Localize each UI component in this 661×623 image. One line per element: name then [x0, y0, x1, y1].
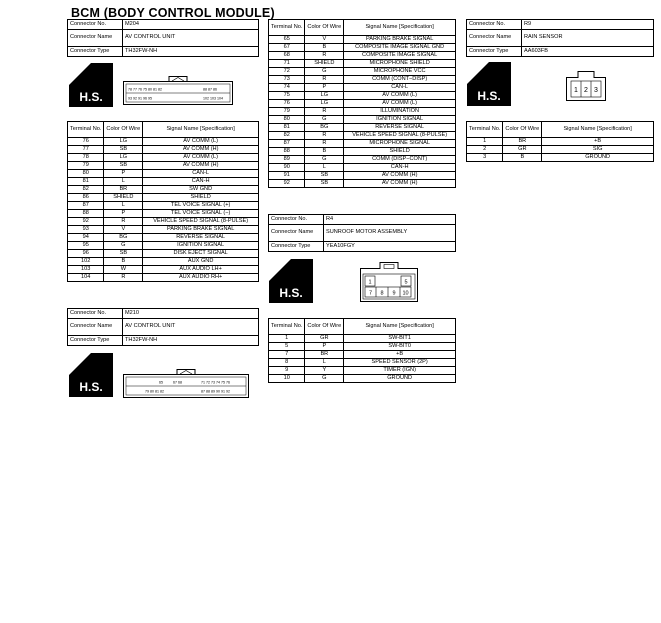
terminal-cell: 79 — [68, 162, 104, 170]
signal-cell: AUX AUDIO LH+ — [143, 266, 259, 274]
pins-bottom: 93 92 91 96 95 — [128, 96, 152, 101]
connector-name-label: Connector Name — [269, 225, 324, 242]
signal-cell: GROUND — [542, 154, 654, 162]
table-row — [269, 68, 456, 76]
color-cell: G — [305, 375, 344, 383]
table-row — [269, 335, 456, 343]
color-cell: R — [305, 108, 344, 116]
r4-info-table — [268, 214, 456, 252]
table-row — [68, 194, 259, 202]
pin-10: 10 — [402, 290, 409, 297]
connector-no-label: Connector No. — [269, 215, 324, 225]
table-row — [68, 210, 259, 218]
table-row — [269, 180, 456, 188]
color-cell: LG — [104, 154, 143, 162]
terminal-cell: 76 — [269, 100, 305, 108]
color-cell: V — [305, 36, 344, 44]
color-cell: LG — [305, 92, 344, 100]
signal-cell: SW GND — [143, 186, 259, 194]
terminal-cell: 89 — [269, 156, 305, 164]
connector-type-value: YEA10FGY — [324, 242, 456, 252]
table-row — [467, 138, 654, 146]
table-row — [269, 156, 456, 164]
signal-cell: MICROPHONE SIGNAL — [344, 140, 456, 148]
terminal-cell: 81 — [68, 178, 104, 186]
table-row — [68, 202, 259, 210]
r9-connector-face — [566, 71, 606, 101]
page-title: BCM (BODY CONTROL MODULE) — [71, 6, 275, 20]
terminal-cell: 77 — [68, 146, 104, 154]
signal-cell: SW-BIT1 — [344, 335, 456, 343]
color-cell: W — [104, 266, 143, 274]
color-header: Color Of Wire — [305, 319, 344, 335]
signal-cell: +B — [344, 351, 456, 359]
hs-label: H.S. — [79, 380, 103, 394]
table-row — [269, 359, 456, 367]
connector-no-value: M204 — [123, 20, 259, 30]
pins-bottom-right: 102 103 104 — [203, 96, 223, 101]
terminal-cell: 2 — [467, 146, 503, 154]
connector-type-value: TH32FW-NH — [123, 47, 259, 57]
r9-info-table — [466, 19, 654, 57]
signal-cell: VEHICLE SPEED SIGNAL (8-PULSE) — [344, 132, 456, 140]
connector-no-label: Connector No. — [68, 20, 123, 30]
pins-top-3: 71 72 73 74 75 76 — [201, 380, 230, 385]
terminal-cell: 81 — [269, 124, 305, 132]
terminal-header: Terminal No. — [467, 122, 503, 138]
table-row — [269, 172, 456, 180]
color-cell: L — [104, 178, 143, 186]
terminal-cell: 65 — [269, 36, 305, 44]
color-cell: BG — [305, 124, 344, 132]
table-row — [269, 132, 456, 140]
terminal-cell: 96 — [68, 250, 104, 258]
connector-name-label: Connector Name — [68, 30, 123, 47]
color-header: Color Of Wire — [503, 122, 542, 138]
signal-cell: MICROPHONE VCC — [344, 68, 456, 76]
pins-top: 78 77 76 75 80 81 82 — [128, 87, 162, 92]
pin-2: 2 — [584, 87, 588, 94]
pin-1: 1 — [574, 87, 578, 94]
terminal-cell: 87 — [68, 202, 104, 210]
pin-9: 9 — [392, 290, 396, 297]
signal-cell: DISK EJECT SIGNAL — [143, 250, 259, 258]
table-row — [269, 92, 456, 100]
signal-cell: COMPOSITE IMAGE SIGNAL — [344, 52, 456, 60]
color-cell: Y — [305, 367, 344, 375]
connector-no-value: R9 — [522, 20, 654, 30]
color-cell: R — [104, 274, 143, 282]
terminal-cell: 5 — [269, 343, 305, 351]
color-header: Color Of Wire — [305, 20, 344, 36]
color-cell: BR — [305, 351, 344, 359]
connector-name-value: SUNROOF MOTOR ASSEMBLY — [324, 225, 456, 242]
table-row — [68, 162, 259, 170]
table-row — [269, 375, 456, 383]
terminal-cell: 92 — [68, 218, 104, 226]
r4-terminal-table — [268, 318, 456, 383]
terminal-cell: 94 — [68, 234, 104, 242]
signal-cell: CAN-H — [143, 178, 259, 186]
hs-logo — [69, 63, 113, 107]
terminal-cell: 3 — [467, 154, 503, 162]
hs-logo — [269, 259, 313, 303]
terminal-cell: 82 — [269, 132, 305, 140]
terminal-cell: 88 — [68, 210, 104, 218]
color-cell: P — [104, 210, 143, 218]
connector-type-value: TH32FW-NH — [123, 336, 259, 346]
table-row — [68, 138, 259, 146]
hs-label: H.S. — [477, 89, 501, 103]
table-row — [68, 234, 259, 242]
hs-logo — [69, 353, 113, 397]
table-row — [68, 258, 259, 266]
terminal-cell: 87 — [269, 140, 305, 148]
terminal-cell: 92 — [269, 180, 305, 188]
signal-cell: COMM (CONT−DISP) — [344, 76, 456, 84]
table-row — [269, 124, 456, 132]
connector-no-label: Connector No. — [467, 20, 522, 30]
table-row — [68, 226, 259, 234]
connector-name-label: Connector Name — [467, 30, 522, 47]
table-row — [269, 351, 456, 359]
color-cell: R — [305, 132, 344, 140]
m204-connector-face — [123, 75, 233, 105]
pins-top-right: 88 87 86 — [203, 87, 217, 92]
signal-cell: MICROPHONE SHIELD — [344, 60, 456, 68]
signal-header: Signal Name [Specification] — [344, 20, 456, 36]
terminal-cell: 103 — [68, 266, 104, 274]
table-row — [68, 178, 259, 186]
signal-cell: GROUND — [344, 375, 456, 383]
color-cell: SB — [104, 162, 143, 170]
signal-cell: AV COMM (L) — [344, 92, 456, 100]
signal-cell: SHIELD — [143, 194, 259, 202]
color-header: Color Of Wire — [104, 122, 143, 138]
signal-cell: TEL VOICE SIGNAL (+) — [143, 202, 259, 210]
hs-label: H.S. — [279, 286, 303, 300]
pin-8: 8 — [380, 290, 384, 297]
table-row — [269, 108, 456, 116]
color-cell: SB — [305, 172, 344, 180]
connector-name-label: Connector Name — [68, 319, 123, 336]
signal-cell: AV COMM (H) — [344, 172, 456, 180]
table-row — [269, 84, 456, 92]
table-row — [269, 367, 456, 375]
terminal-cell: 80 — [68, 170, 104, 178]
terminal-cell: 8 — [269, 359, 305, 367]
terminal-cell: 90 — [269, 164, 305, 172]
color-cell: BR — [503, 138, 542, 146]
color-cell: P — [305, 84, 344, 92]
color-cell: R — [305, 76, 344, 84]
terminal-cell: 71 — [269, 60, 305, 68]
terminal-cell: 88 — [269, 148, 305, 156]
signal-cell: TIMER (IGN) — [344, 367, 456, 375]
terminal-cell: 1 — [269, 335, 305, 343]
connector-name-value: AV CONTROL UNIT — [123, 319, 259, 336]
color-cell: LG — [104, 138, 143, 146]
color-cell: R — [305, 52, 344, 60]
terminal-cell: 86 — [68, 194, 104, 202]
pin-5: 5 — [404, 279, 408, 286]
color-cell: BR — [104, 186, 143, 194]
terminal-cell: 1 — [467, 138, 503, 146]
connector-type-label: Connector Type — [68, 47, 123, 57]
table-row — [68, 266, 259, 274]
signal-cell: CAN-H — [344, 164, 456, 172]
signal-header: Signal Name [Specification] — [542, 122, 654, 138]
terminal-cell: 91 — [269, 172, 305, 180]
hs-label: H.S. — [79, 90, 103, 104]
terminal-header: Terminal No. — [269, 20, 305, 36]
color-cell: B — [104, 258, 143, 266]
table-row — [269, 100, 456, 108]
hs-logo — [467, 62, 511, 106]
table-row — [68, 170, 259, 178]
terminal-cell: 80 — [269, 116, 305, 124]
table-row — [68, 242, 259, 250]
terminal-cell: 104 — [68, 274, 104, 282]
terminal-cell: 79 — [269, 108, 305, 116]
signal-cell: PARKING BRAKE SIGNAL — [344, 36, 456, 44]
terminal-cell: 102 — [68, 258, 104, 266]
pins-bottom: 79 80 81 82 — [145, 389, 164, 394]
terminal-cell: 7 — [269, 351, 305, 359]
color-cell: SHIELD — [305, 60, 344, 68]
terminal-cell: 68 — [269, 52, 305, 60]
terminal-cell: 78 — [68, 154, 104, 162]
color-cell: B — [305, 148, 344, 156]
color-cell: G — [305, 156, 344, 164]
signal-cell: IGNITION SIGNAL — [344, 116, 456, 124]
color-cell: B — [503, 154, 542, 162]
color-cell: R — [305, 140, 344, 148]
connector-no-value: M210 — [123, 309, 259, 319]
terminal-cell: 72 — [269, 68, 305, 76]
signal-cell: TEL VOICE SIGNAL (−) — [143, 210, 259, 218]
table-row — [269, 44, 456, 52]
connector-type-label: Connector Type — [68, 336, 123, 346]
color-cell: R — [104, 218, 143, 226]
connector-name-value: AV CONTROL UNIT — [123, 30, 259, 47]
table-row — [269, 116, 456, 124]
signal-cell: AUX AUDIO RH+ — [143, 274, 259, 282]
signal-cell: AV COMM (H) — [143, 146, 259, 154]
table-row — [467, 146, 654, 154]
signal-cell: SIG — [542, 146, 654, 154]
color-cell: B — [305, 44, 344, 52]
terminal-header: Terminal No. — [68, 122, 104, 138]
signal-cell: PARKING BRAKE SIGNAL — [143, 226, 259, 234]
table-row — [68, 186, 259, 194]
signal-cell: ILLUMINATION — [344, 108, 456, 116]
color-cell: SB — [104, 250, 143, 258]
color-cell: G — [104, 242, 143, 250]
table-row — [68, 274, 259, 282]
table-row — [68, 218, 259, 226]
color-cell: BG — [104, 234, 143, 242]
signal-cell: COMM (DISP−CONT) — [344, 156, 456, 164]
color-cell: L — [305, 164, 344, 172]
terminal-cell: 67 — [269, 44, 305, 52]
signal-cell: SW-BIT0 — [344, 343, 456, 351]
table-row — [68, 250, 259, 258]
signal-header: Signal Name [Specification] — [143, 122, 259, 138]
terminal-cell: 10 — [269, 375, 305, 383]
terminal-cell: 82 — [68, 186, 104, 194]
signal-cell: VEHICLE SPEED SIGNAL (8-PULSE) — [143, 218, 259, 226]
table-row — [269, 148, 456, 156]
color-cell: P — [305, 343, 344, 351]
pin-7: 7 — [368, 290, 373, 297]
connector-type-label: Connector Type — [467, 47, 522, 57]
signal-cell: REVERSE SIGNAL — [344, 124, 456, 132]
table-row — [467, 154, 654, 162]
color-cell: SB — [305, 180, 344, 188]
pin-3: 3 — [594, 87, 598, 94]
terminal-cell: 74 — [269, 84, 305, 92]
terminal-cell: 9 — [269, 367, 305, 375]
signal-cell: AV COMM (L) — [143, 138, 259, 146]
table-row — [269, 52, 456, 60]
table-row — [68, 146, 259, 154]
signal-cell: CAN-L — [143, 170, 259, 178]
terminal-cell: 76 — [68, 138, 104, 146]
pins-bottom-right: 87 88 89 90 91 92 — [201, 389, 230, 394]
terminal-header: Terminal No. — [269, 319, 305, 335]
signal-cell: IGNITION SIGNAL — [143, 242, 259, 250]
r9-terminal-table — [466, 121, 654, 162]
m204-terminal-table — [67, 121, 259, 282]
signal-cell: COMPOSITE IMAGE SIGNAL GND — [344, 44, 456, 52]
color-cell: LG — [305, 100, 344, 108]
connector-no-label: Connector No. — [68, 309, 123, 319]
color-cell: L — [305, 359, 344, 367]
color-cell: G — [305, 116, 344, 124]
connector-type-label: Connector Type — [269, 242, 324, 252]
terminal-cell: 95 — [68, 242, 104, 250]
connector-no-value: R4 — [324, 215, 456, 225]
pin-1: 1 — [368, 279, 372, 286]
m210-terminal-table — [268, 19, 456, 188]
table-row — [269, 76, 456, 84]
signal-cell: AV COMM (L) — [344, 100, 456, 108]
color-cell: SB — [104, 146, 143, 154]
pins-top-2: 67 68 — [173, 380, 182, 385]
signal-cell: CAN-L — [344, 84, 456, 92]
table-row — [269, 164, 456, 172]
signal-cell: AUX GND — [143, 258, 259, 266]
signal-cell: +B — [542, 138, 654, 146]
table-row — [269, 140, 456, 148]
r4-connector-face — [360, 262, 418, 302]
signal-header: Signal Name [Specification] — [344, 319, 456, 335]
color-cell: L — [104, 202, 143, 210]
terminal-cell: 93 — [68, 226, 104, 234]
terminal-cell: 73 — [269, 76, 305, 84]
color-cell: P — [104, 170, 143, 178]
table-row — [269, 343, 456, 351]
pins-top: 65 — [159, 380, 163, 385]
color-cell: GR — [305, 335, 344, 343]
signal-cell: SPEED SENSOR (2P) — [344, 359, 456, 367]
color-cell: SHIELD — [104, 194, 143, 202]
signal-cell: SHIELD — [344, 148, 456, 156]
color-cell: GR — [503, 146, 542, 154]
color-cell: V — [104, 226, 143, 234]
table-row — [269, 36, 456, 44]
signal-cell: REVERSE SIGNAL — [143, 234, 259, 242]
m204-info-table — [67, 19, 259, 57]
m210-connector-face — [123, 368, 249, 398]
connector-type-value: AA603FB — [522, 47, 654, 57]
signal-cell: AV COMM (H) — [344, 180, 456, 188]
table-row — [68, 154, 259, 162]
m210-info-table — [67, 308, 259, 346]
signal-cell: AV COMM (H) — [143, 162, 259, 170]
table-row — [269, 60, 456, 68]
connector-name-value: RAIN SENSOR — [522, 30, 654, 47]
signal-cell: AV COMM (L) — [143, 154, 259, 162]
color-cell: G — [305, 68, 344, 76]
terminal-cell: 75 — [269, 92, 305, 100]
